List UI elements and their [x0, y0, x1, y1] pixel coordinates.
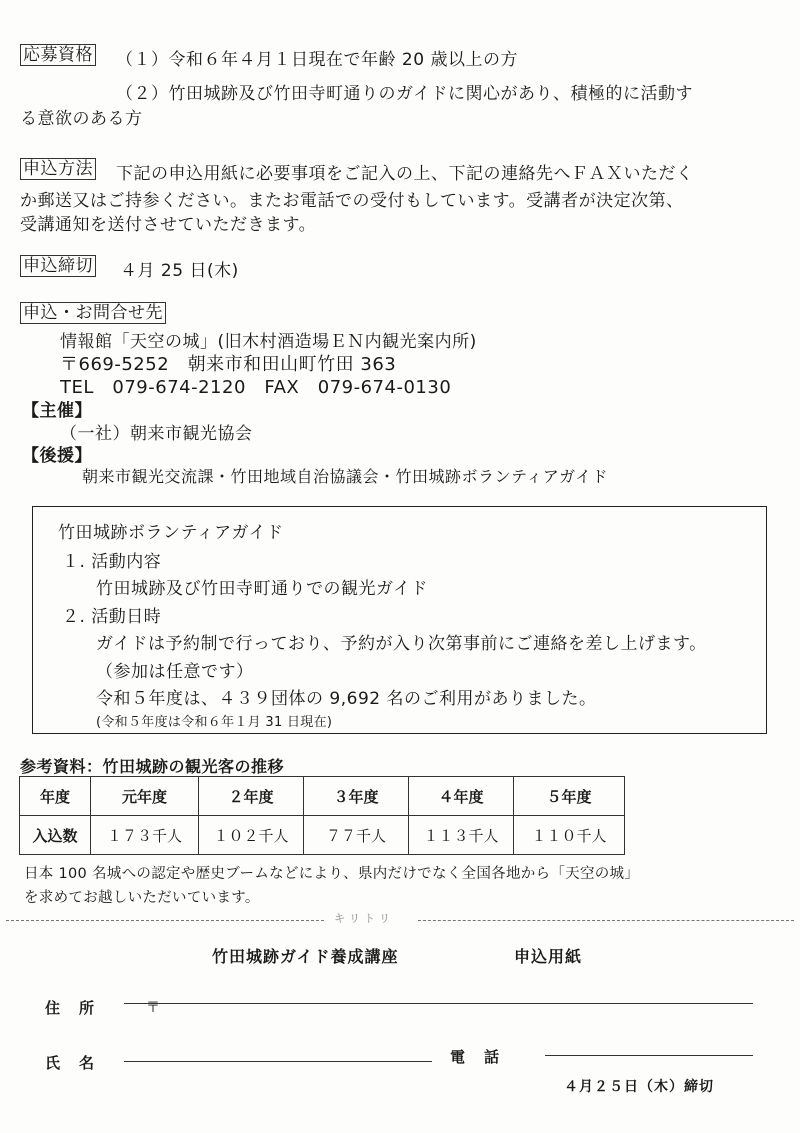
reference-title: 参考資料：竹田城跡の観光客の推移	[20, 757, 285, 776]
name-field[interactable]	[124, 1061, 432, 1062]
address-field[interactable]	[124, 1003, 753, 1004]
method-line-1: 下記の申込用紙に必要事項をご記入の上、下記の連絡先へＦＡＸいただく	[116, 164, 694, 184]
eligibility-item-2-line2: る意欲のある方	[20, 109, 143, 129]
form-title: 竹田城跡ガイド養成講座	[212, 947, 399, 966]
organizer-label: 【主催】	[22, 401, 92, 421]
support-label: 【後援】	[22, 446, 92, 466]
postal-mark: 〒	[146, 1000, 160, 1016]
address-label: 住 所	[45, 999, 97, 1017]
cut-line-right	[418, 920, 794, 921]
volunteer-title: 竹田城跡ボランティアガイド	[58, 523, 284, 543]
volunteer-section-2-body-3: 令和５年度は、４３９団体の 9,692 名のご利用がありました。	[96, 689, 597, 709]
table-cell: １１０千人	[514, 816, 625, 855]
phone-field[interactable]	[545, 1055, 753, 1056]
phone-label: 電 話	[450, 1048, 502, 1066]
volunteer-section-1-body: 竹田城跡及び竹田寺町通りでの観光ガイド	[96, 579, 428, 599]
table-cell: １１３千人	[409, 816, 514, 855]
table-cell: １０２千人	[199, 816, 304, 855]
volunteer-section-1-title: １. 活動内容	[62, 552, 162, 572]
deadline-label: 申込締切	[20, 255, 96, 277]
contact-phone: TEL 079-674-2120 FAX 079-674-0130	[60, 377, 452, 398]
contact-address: 〒669-5252 朝来市和田山町竹田 363	[60, 354, 397, 375]
reference-note-line-2: を求めてお越しいただいています。	[24, 890, 260, 906]
reference-note-line-1: 日本 100 名城への認定や歴史ブームなどにより、県内だけでなく全国各地から「天空の城」	[24, 866, 640, 882]
form-deadline: ４月２５日（木）締切	[564, 1079, 714, 1095]
table-header-cell: ２年度	[199, 777, 304, 816]
table-row	[20, 816, 625, 855]
volunteer-section-2-body-1: ガイドは予約制で行っており、予約が入り次第事前にご連絡を差し上げます。	[96, 634, 707, 654]
volunteer-section-2-title: ２. 活動日時	[62, 607, 162, 627]
support-value: 朝来市観光交流課・竹田地域自治協議会・竹田城跡ボランティアガイド	[82, 467, 609, 486]
visitor-table	[19, 776, 625, 855]
table-cell: １７３千人	[91, 816, 199, 855]
cut-line-left	[6, 920, 324, 921]
deadline-value: ４月 25 日(木)	[120, 261, 239, 281]
table-header-cell: 元年度	[91, 777, 199, 816]
table-header-label: 年度	[20, 777, 91, 816]
table-row	[20, 777, 625, 816]
contact-office: 情報館「天空の城」(旧木村酒造場ＥＮ内観光案内所)	[60, 332, 477, 352]
contact-label: 申込・お問合せ先	[20, 302, 166, 324]
method-line-2: か郵送又はご持参ください。またお電話での受付もしています。受講者が決定次第、	[20, 191, 684, 211]
organizer-value: （一社）朝来市観光協会	[60, 424, 253, 444]
method-label: 申込方法	[20, 158, 96, 180]
table-header-cell: ４年度	[409, 777, 514, 816]
name-label: 氏 名	[45, 1054, 97, 1072]
eligibility-item-1: （１）令和６年４月１日現在で年齢 20 歳以上の方	[116, 50, 518, 70]
cut-label: キリトリ	[334, 912, 394, 925]
volunteer-note: (令和５年度は令和６年１月 31 日現在)	[96, 715, 333, 730]
volunteer-section-2-body-2: （参加は任意です）	[96, 662, 254, 682]
method-line-3: 受講通知を送付させていただきます。	[20, 215, 317, 235]
form-subtitle: 申込用紙	[514, 947, 583, 966]
eligibility-label: 応募資格	[20, 44, 96, 66]
table-row-label: 入込数	[20, 816, 91, 855]
table-cell: ７７千人	[304, 816, 409, 855]
table-header-cell: ５年度	[514, 777, 625, 816]
table-header-cell: ３年度	[304, 777, 409, 816]
eligibility-item-2-line1: （２）竹田城跡及び竹田寺町通りのガイドに関心があり、積極的に活動す	[116, 84, 693, 104]
